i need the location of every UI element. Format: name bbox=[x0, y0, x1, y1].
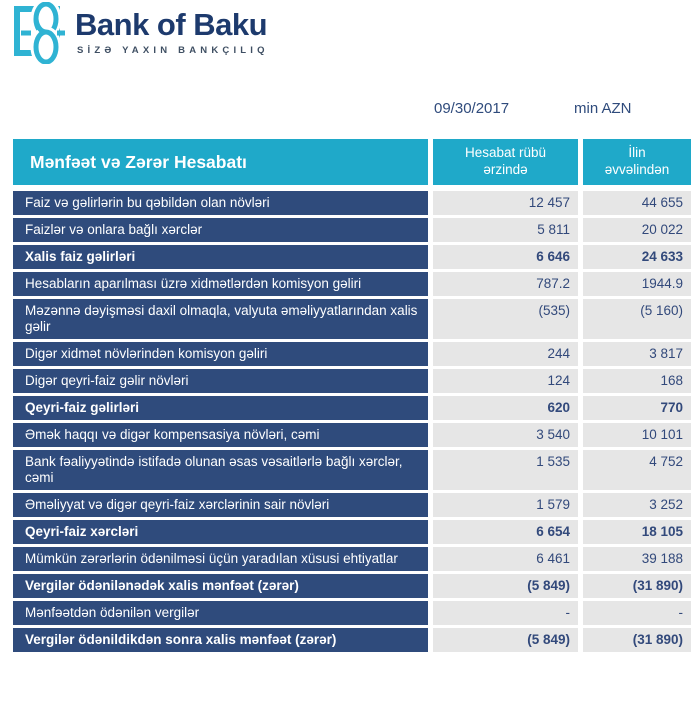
table-row bbox=[13, 601, 691, 625]
table-title: Mənfəət və Zərər Hesabatı bbox=[13, 139, 428, 185]
row-ytd-value: 20 022 bbox=[583, 218, 691, 242]
row-label: Qeyri-faiz gəlirləri bbox=[13, 396, 428, 420]
row-label: Vergilər ödənilənədək xalis mənfəət (zərər) bbox=[13, 574, 428, 598]
row-label: Digər xidmət növlərindən komisyon gəliri bbox=[13, 342, 428, 366]
row-label: Qeyri-faiz xərcləri bbox=[13, 520, 428, 544]
row-label: Bank fəaliyyətində istifadə olunan əsas vəsaitlərlə bağlı xərclər, cəmi bbox=[13, 450, 428, 490]
row-label: Mənfəətdən ödənilən vergilər bbox=[13, 601, 428, 625]
row-quarter-value: 1 579 bbox=[433, 493, 578, 517]
table-row bbox=[13, 396, 691, 420]
row-label: Faizlər və onlara bağlı xərclər bbox=[13, 218, 428, 242]
table-row bbox=[13, 245, 691, 269]
table-row bbox=[13, 574, 691, 598]
brand-name: Bank of Baku bbox=[75, 7, 268, 42]
table-row bbox=[13, 191, 691, 215]
bank-logo bbox=[13, 2, 269, 64]
row-ytd-value: (5 160) bbox=[583, 299, 691, 339]
row-quarter-value: 6 646 bbox=[433, 245, 578, 269]
row-ytd-value: - bbox=[583, 601, 691, 625]
table-body bbox=[13, 191, 691, 652]
row-quarter-value: - bbox=[433, 601, 578, 625]
row-ytd-value: 168 bbox=[583, 369, 691, 393]
row-label: Vergilər ödənildikdən sonra xalis mənfəət (zərər) bbox=[13, 628, 428, 652]
row-ytd-value: 24 633 bbox=[583, 245, 691, 269]
row-quarter-value: (5 849) bbox=[433, 574, 578, 598]
row-quarter-value: 244 bbox=[433, 342, 578, 366]
row-quarter-value: 620 bbox=[433, 396, 578, 420]
table-row bbox=[13, 520, 691, 544]
row-ytd-value: 770 bbox=[583, 396, 691, 420]
row-label: Əmək haqqı və digər kompensasiya növləri, cəmi bbox=[13, 423, 428, 447]
row-ytd-value: 3 252 bbox=[583, 493, 691, 517]
logo-text bbox=[75, 2, 269, 56]
table-header-row bbox=[13, 139, 691, 185]
column-header-ytd: İlin əvvəlindən bbox=[583, 139, 691, 185]
table-row bbox=[13, 342, 691, 366]
row-label: Xalis faiz gəlirləri bbox=[13, 245, 428, 269]
row-quarter-value: 3 540 bbox=[433, 423, 578, 447]
table-row bbox=[13, 369, 691, 393]
table-row bbox=[13, 423, 691, 447]
row-label: Mümkün zərərlərin ödənilməsi üçün yaradılan xüsusi ehtiyatlar bbox=[13, 547, 428, 571]
row-quarter-value: (535) bbox=[433, 299, 578, 339]
row-quarter-value: 1 535 bbox=[433, 450, 578, 490]
row-label: Əməliyyat və digər qeyri-faiz xərclərinin sair növləri bbox=[13, 493, 428, 517]
row-quarter-value: 12 457 bbox=[433, 191, 578, 215]
row-label: Məzənnə dəyişməsi daxil olmaqla, valyuta əməliyyatlarından xalis gəlir bbox=[13, 299, 428, 339]
row-ytd-value: 39 188 bbox=[583, 547, 691, 571]
table-row bbox=[13, 628, 691, 652]
row-ytd-value: (31 890) bbox=[583, 628, 691, 652]
row-quarter-value: 124 bbox=[433, 369, 578, 393]
chain-link-icon bbox=[13, 2, 65, 64]
column-header-quarter: Hesabat rübü ərzində bbox=[433, 139, 578, 185]
row-ytd-value: 3 817 bbox=[583, 342, 691, 366]
table-row bbox=[13, 218, 691, 242]
table-row bbox=[13, 450, 691, 490]
report-date: 09/30/2017 bbox=[434, 100, 510, 117]
row-label: Hesabların aparılması üzrə xidmətlərdən komisyon gəliri bbox=[13, 272, 428, 296]
row-quarter-value: 787.2 bbox=[433, 272, 578, 296]
row-ytd-value: 10 101 bbox=[583, 423, 691, 447]
row-label: Faiz və gəlirlərin bu qəbildən olan növləri bbox=[13, 191, 428, 215]
row-quarter-value: 6 654 bbox=[433, 520, 578, 544]
table-row bbox=[13, 547, 691, 571]
row-quarter-value: 6 461 bbox=[433, 547, 578, 571]
table-row bbox=[13, 299, 691, 339]
table-row bbox=[13, 493, 691, 517]
table-row bbox=[13, 272, 691, 296]
row-ytd-value: 4 752 bbox=[583, 450, 691, 490]
row-quarter-value: 5 811 bbox=[433, 218, 578, 242]
currency-unit: min AZN bbox=[574, 100, 632, 117]
row-ytd-value: (31 890) bbox=[583, 574, 691, 598]
row-quarter-value: (5 849) bbox=[433, 628, 578, 652]
row-ytd-value: 1944.9 bbox=[583, 272, 691, 296]
brand-tagline: SİZƏ YAXIN BANKÇILIQ bbox=[77, 45, 269, 57]
row-label: Digər qeyri-faiz gəlir növləri bbox=[13, 369, 428, 393]
profit-loss-table bbox=[13, 139, 691, 655]
row-ytd-value: 18 105 bbox=[583, 520, 691, 544]
row-ytd-value: 44 655 bbox=[583, 191, 691, 215]
